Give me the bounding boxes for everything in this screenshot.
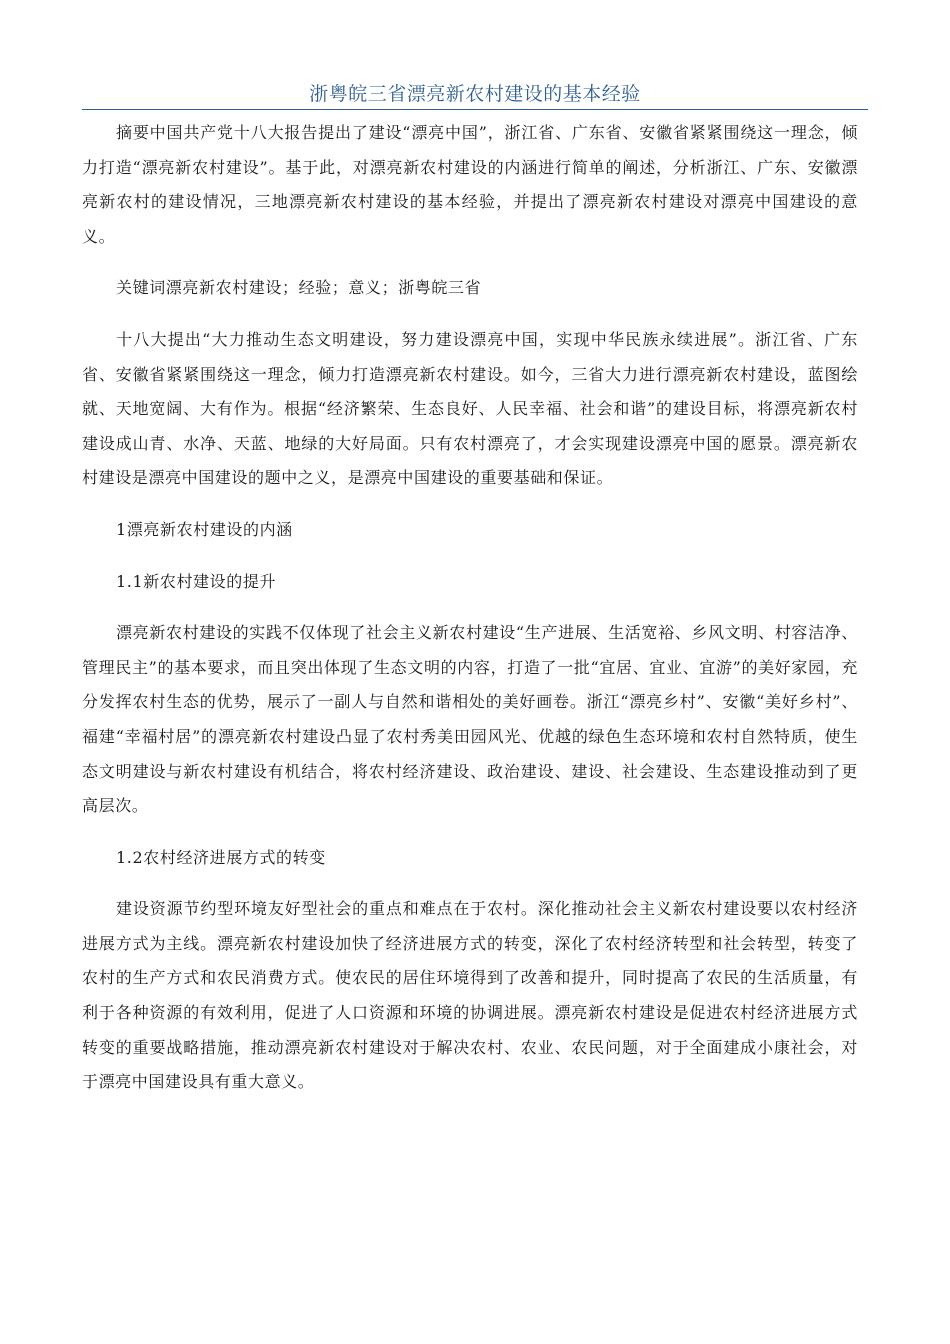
- section-1-2-heading: 1.2农村经济进展方式的转变: [116, 847, 326, 867]
- section-1-2-paragraph: 建设资源节约型环境友好型社会的重点和难点在于农村。深化推动社会主义新农村建设要以农村经济进展方式为主线。漂亮新农村建设加快了经济进展方式的转变，深化了农村经济转型和社会转型，转变了农村的生产方式和农民消费方式。使农民的居住环境得到了改善和提升，同时提高了农民的生活质量，有利于各种资源的有效利用，促进了人口资源和环境的协调进展。漂亮新农村建设是促进农村经济进展方式转变的重要战略措施，推动漂亮新农村建设对于解决农村、农业、农民问题，对于全面建成小康社会，对于漂亮中国建设具有重大意义。: [82, 899, 858, 1092]
- document-body: [82, 116, 858, 1100]
- abstract-paragraph: 摘要中国共产党十八大报告提出了建设“漂亮中国”，浙江省、广东省、安徽省紧紧围绕这一理念，倾力打造“漂亮新农村建设”。基于此，对漂亮新农村建设的内涵进行简单的阐述，分析浙江、广东、安徽漂亮新农村的建设情况，三地漂亮新农村建设的基本经验，并提出了漂亮新农村建设对漂亮中国建设的意义。: [82, 123, 858, 246]
- keywords-paragraph: 关键词漂亮新农村建设；经验；意义；浙粤皖三省: [116, 278, 482, 298]
- section-1-heading: 1漂亮新农村建设的内涵: [116, 519, 293, 539]
- intro-paragraph: 十八大提出“大力推动生态文明建设，努力建设漂亮中国，实现中华民族永续进展”。浙江省、广东省、安徽省紧紧围绕这一理念，倾力打造漂亮新农村建设。如今，三省大力进行漂亮新农村建设，蓝图绘就、天地宽阔、大有作为。根据“经济繁荣、生态良好、人民幸福、社会和谐”的建设目标，将漂亮新农村建设成山青、水净、天蓝、地绿的大好局面。只有农村漂亮了，才会实现建设漂亮中国的愿景。漂亮新农村建设是漂亮中国建设的题中之义，是漂亮中国建设的重要基础和保证。: [82, 329, 858, 488]
- document-title: 浙粤皖三省漂亮新农村建设的基本经验: [309, 83, 641, 105]
- title-underline: [82, 109, 868, 110]
- section-1-1-heading: 1.1新农村建设的提升: [116, 571, 277, 591]
- section-1-1-paragraph: 漂亮新农村建设的实践不仅体现了社会主义新农村建设“生产进展、生活宽裕、乡风文明、村容洁净、管理民主”的基本要求，而且突出体现了生态文明的内容，打造了一批“宜居、宜业、宜游”的美好家园，充分发挥农村生态的优势，展示了一副人与自然和谐相处的美好画卷。浙江“漂亮乡村”、安徽“美好乡村”、福建“幸福村居”的漂亮新农村建设凸显了农村秀美田园风光、优越的绿色生态环境和农村自然特质，使生态文明建设与新农村建设有机结合，将农村经济建设、政治建设、建设、社会建设、生态建设推动到了更高层次。: [82, 623, 858, 816]
